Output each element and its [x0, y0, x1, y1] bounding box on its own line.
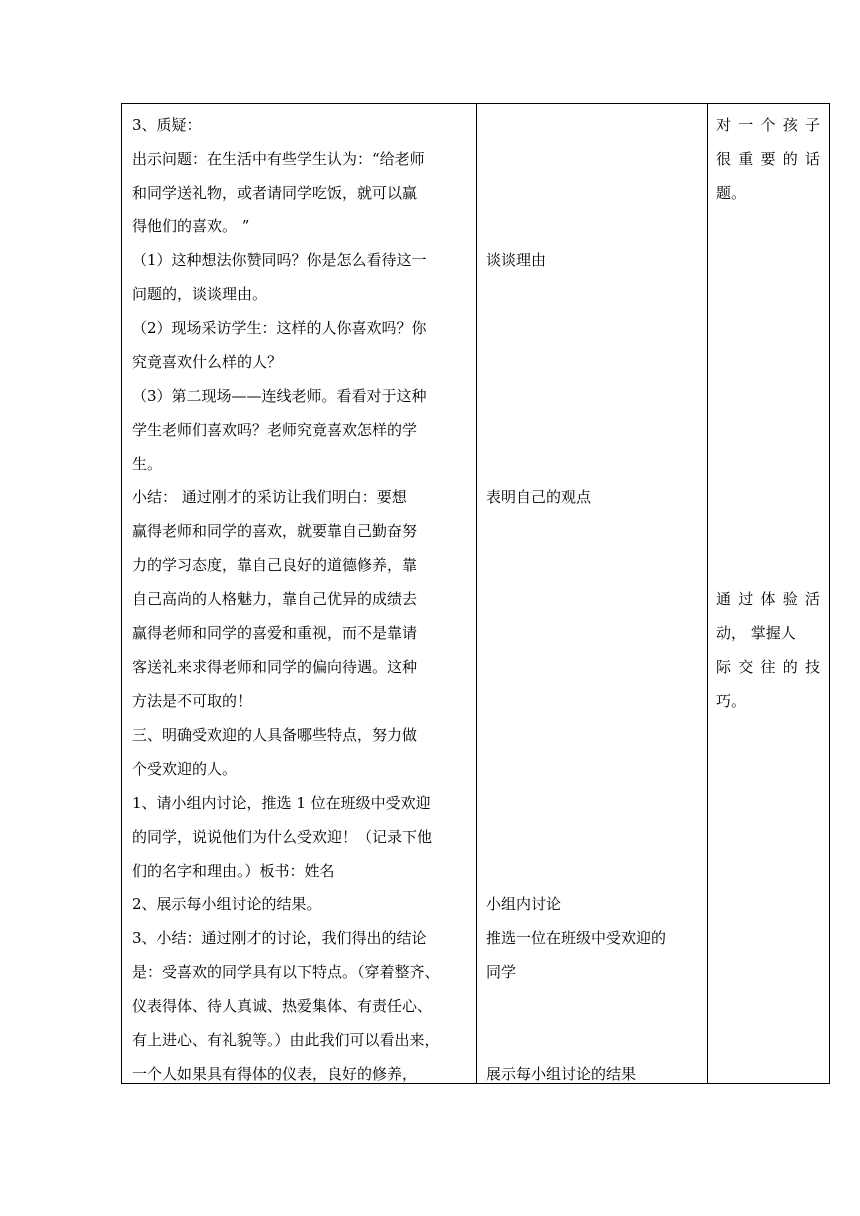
col-process-line: 客送礼来求得老师和同学的偏向待遇。这种	[132, 658, 418, 676]
col-process-line: 生。	[132, 455, 163, 473]
col-process-line: 2、展示每小组讨论的结果。	[132, 895, 322, 913]
col-process-line: 仪表得体、待人真诚、热爱集体、有责任心、	[132, 997, 433, 1015]
col-intent-line: 对 一 个 孩 子	[716, 116, 820, 134]
col-process-line: 1、请小组内讨论，推选 1 位在班级中受欢迎	[132, 794, 431, 812]
col-process-line: 方法是不可取的！	[132, 692, 253, 710]
design-intent-cell	[708, 104, 830, 1084]
col-intent-line: 通 过 体 验 活	[716, 590, 820, 608]
col-process-line: （3）第二现场——连线老师。看看对于这种	[132, 387, 427, 405]
col-process-line: 和同学送礼物，或者请同学吃饭，就可以赢	[132, 184, 418, 202]
col-intent-line: 际 交 往 的 技	[716, 658, 820, 676]
col-process-line: 是：受喜欢的同学具有以下特点。（穿着整齐、	[132, 963, 440, 981]
col-student-line: 同学	[486, 963, 517, 981]
col-process-line: （2）现场采访学生：这样的人你喜欢吗？你	[132, 319, 427, 337]
col-process-line: 个受欢迎的人。	[132, 760, 238, 778]
col-process-line: 学生老师们喜欢吗？老师究竟喜欢怎样的学	[132, 421, 418, 439]
col-intent-line: 动， 掌握人	[716, 624, 796, 642]
student-activity-cell	[477, 104, 708, 1084]
col-intent-line: 巧。	[716, 692, 747, 710]
col-student-line: 谈谈理由	[486, 251, 547, 269]
col-process-line: 得他们的喜欢。 ”	[132, 217, 250, 235]
col-process-line: 3、小结：通过刚才的讨论，我们得出的结论	[132, 929, 427, 947]
col-process-line: 们的名字和理由。）板书：姓名	[132, 862, 335, 880]
col-student-line: 展示每小组讨论的结果	[486, 1065, 637, 1083]
col-process-line: 小结： 通过刚才的采访让我们明白：要想	[132, 488, 407, 506]
col-process-line: 赢得老师和同学的喜爱和重视，而不是靠请	[132, 624, 418, 642]
col-intent-line: 很 重 要 的 话	[716, 150, 820, 168]
col-student-line: 表明自己的观点	[486, 488, 592, 506]
col-process-line: 自己高尚的人格魅力，靠自己优异的成绩去	[132, 590, 418, 608]
lesson-plan-table	[121, 103, 830, 1084]
col-intent-line: 题。	[716, 184, 747, 202]
col-process-line: 力的学习态度，靠自己良好的道德修养，靠	[132, 556, 418, 574]
col-process-line: 3、质疑：	[132, 116, 202, 134]
col-process-line: 的同学，说说他们为什么受欢迎！（记录下他	[132, 828, 433, 846]
col-process-line: （1）这种想法你赞同吗？你是怎么看待这一	[132, 251, 427, 269]
col-process-line: 出示问题：在生活中有些学生认为：“给老师	[132, 150, 425, 168]
col-student-line: 推选一位在班级中受欢迎的	[486, 929, 667, 947]
col-process-line: 有上进心、有礼貌等。）由此我们可以看出来，	[132, 1031, 440, 1049]
col-process-line: 究竟喜欢什么样的人？	[132, 353, 283, 371]
col-process-line: 一个人如果具有得体的仪表，良好的修养，	[132, 1065, 418, 1083]
col-process-line: 赢得老师和同学的喜欢，就要靠自己勤奋努	[132, 522, 418, 540]
col-process-line: 问题的，谈谈理由。	[132, 285, 268, 303]
col-student-line: 小组内讨论	[486, 895, 562, 913]
teaching-process-cell	[122, 104, 477, 1084]
col-process-line: 三、明确受欢迎的人具备哪些特点，努力做	[132, 726, 418, 744]
